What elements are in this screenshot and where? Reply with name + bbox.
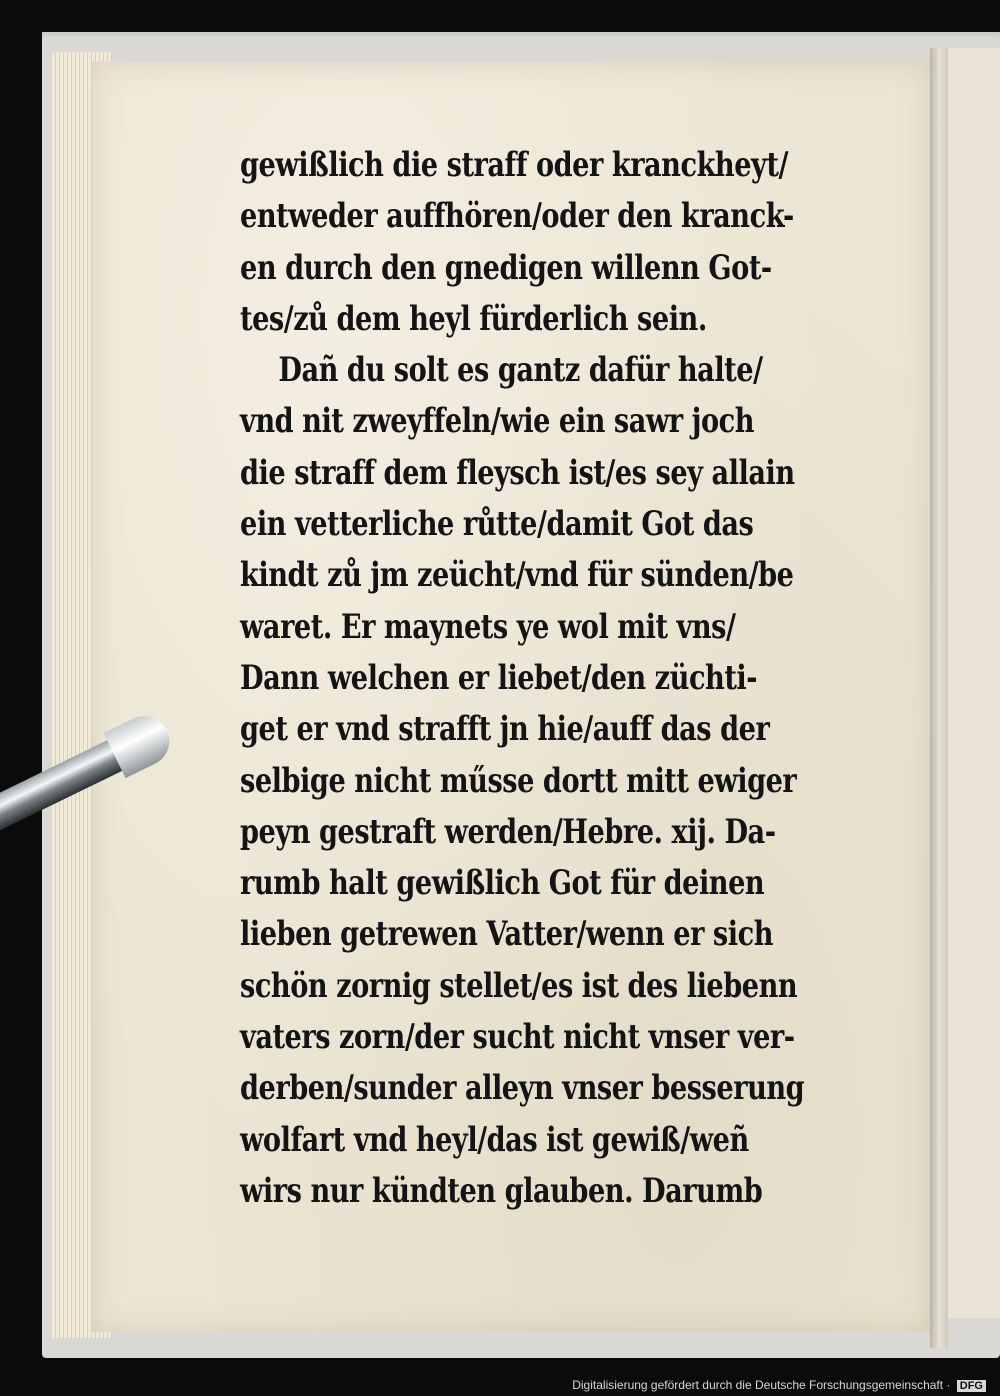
text-line: vaters zorn/der sucht nicht vnser ver- <box>240 1017 795 1058</box>
text-line: Dann welchen er liebet/den züchti- <box>240 657 758 698</box>
text-line: get er vnd strafft jn hie/auff das der <box>240 709 770 750</box>
facing-page <box>948 48 1000 1318</box>
text-line: peyn gestraft werden/Hebre. xij. Da- <box>240 811 776 852</box>
text-line: wirs nur kündten glauben. Darumb <box>240 1170 763 1211</box>
text-line: ein vetterliche růtte/damit Got das <box>240 504 754 545</box>
text-line: schön zornig stellet/es ist des liebenn <box>240 965 798 1006</box>
text-line: vnd nit zweyffeln/wie ein sawr joch <box>240 401 755 442</box>
text-line: kindt zů jm zeücht/vnd für sünden/be <box>240 555 794 596</box>
text-line: selbige nicht műsse dortt mitt ewiger <box>240 760 797 801</box>
digitization-credit <box>572 1378 986 1392</box>
page-text-block <box>240 140 860 1217</box>
text-line: derben/sunder alleyn vnser besserung <box>240 1068 805 1109</box>
text-line: en durch den gnedigen willenn Got- <box>240 247 772 288</box>
text-line: die straff dem fleysch ist/es sey allain <box>240 452 795 493</box>
text-line: lieben getrewen Vatter/wenn er sich <box>240 914 773 955</box>
text-line: wolfart vnd heyl/das ist gewiß/weñ <box>240 1119 749 1160</box>
text-line: entweder auffhören/oder den kranck- <box>240 196 794 237</box>
dfg-logo: DFG <box>957 1380 986 1392</box>
text-line: waret. Er maynets ye wol mit vns/ <box>240 606 736 647</box>
book-gutter <box>930 48 948 1348</box>
text-line: gewißlich die straff oder kranckheyt/ <box>240 145 788 185</box>
credit-text: Digitalisierung gefördert durch die Deutsche Forschungsgemeinschaft · <box>572 1378 951 1392</box>
text-line: tes/zů dem heyl fürderlich sein. <box>240 298 707 339</box>
text-line: Dañ du solt es gantz dafür halte/ <box>278 350 763 391</box>
text-line: rumb halt gewißlich Got für deinen <box>240 863 765 904</box>
